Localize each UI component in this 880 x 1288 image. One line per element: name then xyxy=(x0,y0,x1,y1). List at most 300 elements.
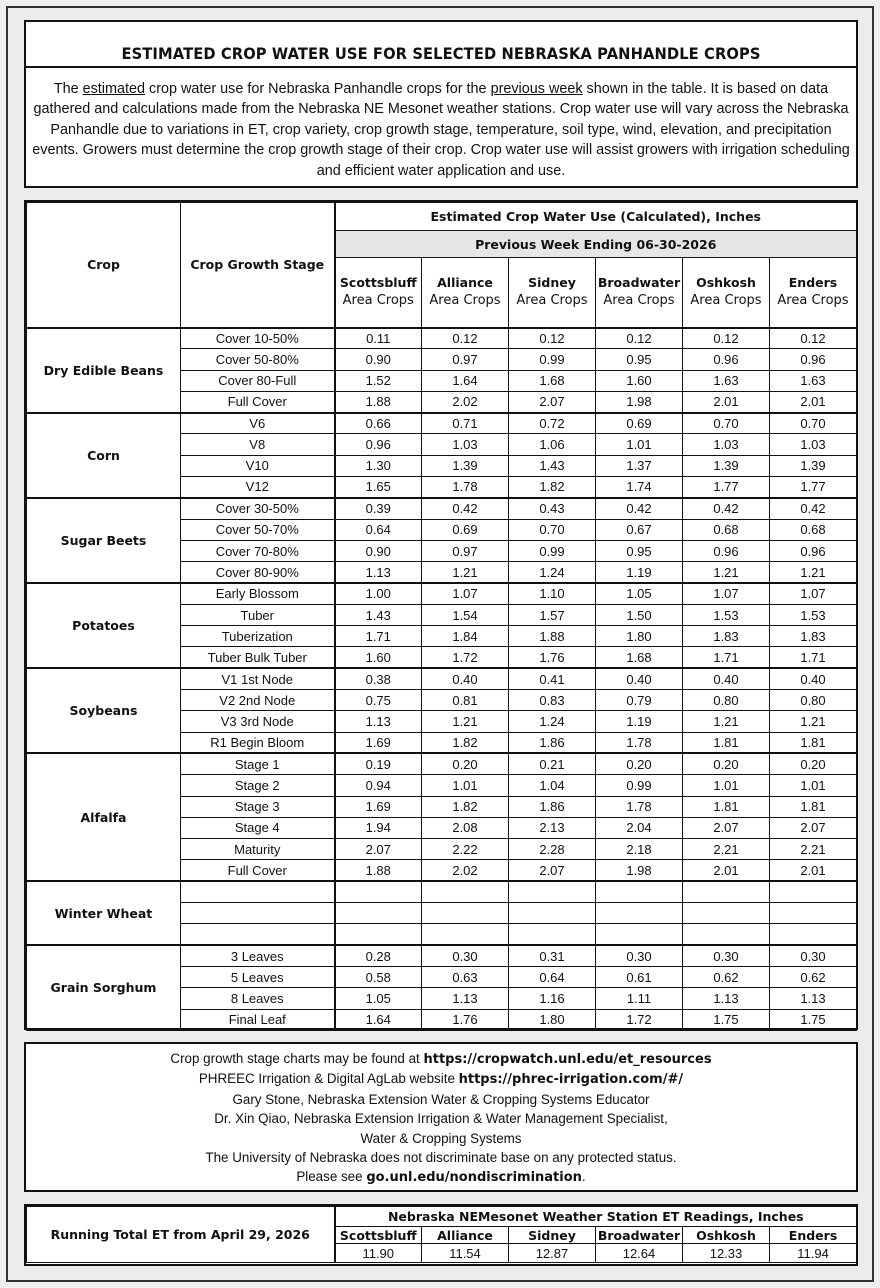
water-use-value: 1.98 xyxy=(596,391,683,412)
water-use-value: 0.39 xyxy=(335,498,422,519)
intro-previous-week: previous week xyxy=(490,81,583,97)
water-use-value: 0.66 xyxy=(335,413,422,434)
water-use-value: 1.84 xyxy=(422,626,509,647)
page-title: ESTIMATED CROP WATER USE FOR SELECTED NEBRASKA PANHANDLE CROPS xyxy=(121,44,761,63)
et-readings-header: Nebraska NEMesonet Weather Station ET Readings, Inches xyxy=(335,1207,857,1227)
water-use-value: 1.88 xyxy=(335,860,422,881)
water-use-value: 0.67 xyxy=(596,519,683,540)
water-use-value: 0.94 xyxy=(335,775,422,796)
area-crops-label: Area Crops xyxy=(690,293,762,309)
water-use-value: 1.81 xyxy=(770,732,857,753)
water-use-value: 1.04 xyxy=(509,775,596,796)
water-use-value: 1.21 xyxy=(770,711,857,732)
water-use-value: 1.80 xyxy=(509,1009,596,1030)
water-use-value: 1.50 xyxy=(596,604,683,625)
growth-stage: V6 xyxy=(181,413,335,434)
water-use-value: 1.03 xyxy=(683,434,770,455)
water-use-value xyxy=(335,924,422,945)
water-use-value xyxy=(422,881,509,902)
water-use-value: 1.53 xyxy=(683,604,770,625)
area-crops-label: Area Crops xyxy=(603,293,675,309)
water-use-value: 1.60 xyxy=(335,647,422,668)
growth-stage: Cover 80-90% xyxy=(181,562,335,583)
water-use-value: 0.97 xyxy=(422,349,509,370)
water-use-value: 1.03 xyxy=(422,434,509,455)
info-line-2-text: PHREEC Irrigation & Digital AgLab website xyxy=(198,1071,459,1087)
water-use-value: 0.71 xyxy=(422,413,509,434)
area-crops-label: Area Crops xyxy=(342,293,414,309)
water-use-value: 1.98 xyxy=(596,860,683,881)
growth-stage: Cover 50-70% xyxy=(181,519,335,540)
water-use-value: 1.74 xyxy=(596,477,683,498)
water-use-value: 0.95 xyxy=(596,349,683,370)
water-use-value: 1.43 xyxy=(509,455,596,476)
growth-stage: Early Blossom xyxy=(181,583,335,604)
water-use-value: 1.21 xyxy=(422,711,509,732)
water-use-value: 0.64 xyxy=(335,519,422,540)
water-use-value: 1.81 xyxy=(683,796,770,817)
location-header-4 xyxy=(683,258,770,328)
info-line-6: The University of Nebraska does not discriminate base on any protected status. xyxy=(205,1150,677,1166)
water-use-value: 0.68 xyxy=(683,519,770,540)
water-use-value: 1.64 xyxy=(422,370,509,391)
water-use-value: 1.71 xyxy=(770,647,857,668)
water-use-value: 2.01 xyxy=(683,860,770,881)
water-use-value: 0.42 xyxy=(770,498,857,519)
water-use-value: 0.90 xyxy=(335,349,422,370)
growth-stage: Tuber xyxy=(181,604,335,625)
growth-stage: 3 Leaves xyxy=(181,945,335,966)
water-use-value: 1.88 xyxy=(335,391,422,412)
water-use-value: 1.06 xyxy=(509,434,596,455)
table-row xyxy=(27,583,857,604)
water-use-value: 1.63 xyxy=(683,370,770,391)
intro-text-3: shown in the table. It is based on data gathered and calculations made from the Nebraska NE Mesonet weather stations. Crop water use will vary across the Nebraska Panhandle due to variations in ET, crop variety, crop growth stage, temperature, soil type, wind, elevation, and precipitation events. Growers must determine the crop growth stage of their crop. Crop water use will assist growers with irrigation scheduling and efficient water application and use. xyxy=(32,81,850,179)
water-use-value: 1.77 xyxy=(770,477,857,498)
water-use-value: 1.19 xyxy=(596,562,683,583)
water-use-value: 1.94 xyxy=(335,817,422,838)
water-use-value: 1.39 xyxy=(683,455,770,476)
total-location-3: Broadwater xyxy=(596,1227,683,1244)
water-use-value xyxy=(770,881,857,902)
crop-water-use-table xyxy=(26,202,857,1031)
water-use-value: 0.30 xyxy=(596,945,683,966)
water-use-value: 0.96 xyxy=(683,349,770,370)
water-use-value: 0.70 xyxy=(509,519,596,540)
water-use-value: 1.07 xyxy=(770,583,857,604)
water-use-value: 1.82 xyxy=(422,732,509,753)
water-use-value: 0.58 xyxy=(335,966,422,987)
water-use-value: 2.07 xyxy=(509,860,596,881)
water-use-value: 0.96 xyxy=(335,434,422,455)
info-line-1 xyxy=(26,1049,856,1069)
water-use-value: 0.30 xyxy=(422,945,509,966)
growth-stage: Full Cover xyxy=(181,391,335,412)
water-use-value: 1.43 xyxy=(335,604,422,625)
stage-header: Crop Growth Stage xyxy=(181,203,335,328)
water-use-value: 1.68 xyxy=(596,647,683,668)
water-use-value: 2.07 xyxy=(683,817,770,838)
growth-stage: 8 Leaves xyxy=(181,988,335,1009)
water-use-value: 1.39 xyxy=(770,455,857,476)
growth-stage: Maturity xyxy=(181,839,335,860)
info-line-4: Dr. Xin Qiao, Nebraska Extension Irrigation & Water Management Specialist, xyxy=(214,1111,668,1127)
water-use-value: 0.38 xyxy=(335,668,422,689)
water-use-value: 1.37 xyxy=(596,455,683,476)
water-use-value xyxy=(509,881,596,902)
growth-stage: Stage 1 xyxy=(181,753,335,774)
water-use-value: 1.11 xyxy=(596,988,683,1009)
water-use-value: 2.21 xyxy=(683,839,770,860)
growth-stage: R1 Begin Bloom xyxy=(181,732,335,753)
water-use-value: 0.28 xyxy=(335,945,422,966)
water-use-value: 0.42 xyxy=(683,498,770,519)
growth-stage: Cover 10-50% xyxy=(181,328,335,349)
running-total-table xyxy=(26,1206,857,1263)
crop-name: Potatoes xyxy=(27,583,181,668)
water-use-value: 0.30 xyxy=(770,945,857,966)
water-use-value: 0.96 xyxy=(770,540,857,561)
growth-stage: V8 xyxy=(181,434,335,455)
water-use-value: 1.71 xyxy=(683,647,770,668)
water-use-value: 0.81 xyxy=(422,690,509,711)
intro-text-1: The xyxy=(53,81,83,97)
water-use-value: 1.64 xyxy=(335,1009,422,1030)
water-use-value: 1.69 xyxy=(335,796,422,817)
info-line-3: Gary Stone, Nebraska Extension Water & Cropping Systems Educator xyxy=(232,1091,650,1107)
main-header: Estimated Crop Water Use (Calculated), Inches xyxy=(335,203,857,231)
water-use-value: 1.76 xyxy=(422,1009,509,1030)
water-use-value: 0.62 xyxy=(683,966,770,987)
water-use-value: 1.57 xyxy=(509,604,596,625)
water-use-value: 2.08 xyxy=(422,817,509,838)
location-name: Scottsbluff xyxy=(339,275,417,291)
growth-stage: V3 3rd Node xyxy=(181,711,335,732)
total-value-0: 11.90 xyxy=(335,1244,422,1263)
water-use-value: 0.42 xyxy=(596,498,683,519)
growth-stage xyxy=(181,903,335,924)
water-use-value: 1.19 xyxy=(596,711,683,732)
growth-stage: Cover 70-80% xyxy=(181,540,335,561)
water-use-value: 1.00 xyxy=(335,583,422,604)
growth-stage: Tuber Bulk Tuber xyxy=(181,647,335,668)
water-use-value xyxy=(683,881,770,902)
water-use-value: 1.54 xyxy=(422,604,509,625)
water-use-value: 0.40 xyxy=(683,668,770,689)
intro-box xyxy=(24,20,858,188)
water-use-value: 2.22 xyxy=(422,839,509,860)
crop-name: Grain Sorghum xyxy=(27,945,181,1030)
water-use-value: 0.42 xyxy=(422,498,509,519)
water-use-value: 0.79 xyxy=(596,690,683,711)
water-use-value: 0.83 xyxy=(509,690,596,711)
water-use-value: 1.75 xyxy=(770,1009,857,1030)
table-row xyxy=(27,498,857,519)
growth-stage: Stage 4 xyxy=(181,817,335,838)
water-use-value: 1.60 xyxy=(596,370,683,391)
water-use-value: 1.21 xyxy=(683,562,770,583)
info-line-5: Water & Cropping Systems xyxy=(360,1130,522,1146)
table-row xyxy=(27,328,857,349)
water-use-value: 0.99 xyxy=(509,349,596,370)
phreec-link[interactable]: https://phrec-irrigation.com/#/ xyxy=(458,1072,684,1088)
info-line-7 xyxy=(26,1167,856,1187)
water-use-value: 0.70 xyxy=(770,413,857,434)
growth-stage: V10 xyxy=(181,455,335,476)
water-use-value: 0.80 xyxy=(683,690,770,711)
water-use-value: 0.69 xyxy=(422,519,509,540)
water-use-value: 1.68 xyxy=(509,370,596,391)
water-use-value: 0.61 xyxy=(596,966,683,987)
total-location-1: Alliance xyxy=(422,1227,509,1244)
water-use-value: 1.16 xyxy=(509,988,596,1009)
water-use-value: 0.43 xyxy=(509,498,596,519)
water-use-value: 1.01 xyxy=(683,775,770,796)
growth-stage: Stage 2 xyxy=(181,775,335,796)
total-value-4: 12.33 xyxy=(683,1244,770,1263)
water-use-value: 1.78 xyxy=(422,477,509,498)
growth-stage: Full Cover xyxy=(181,860,335,881)
water-use-value: 1.78 xyxy=(596,796,683,817)
water-use-value: 1.24 xyxy=(509,562,596,583)
water-use-value: 1.39 xyxy=(422,455,509,476)
water-use-value: 1.13 xyxy=(335,711,422,732)
water-use-value xyxy=(770,924,857,945)
water-use-value: 1.07 xyxy=(683,583,770,604)
water-use-value: 0.19 xyxy=(335,753,422,774)
crop-name: Corn xyxy=(27,413,181,498)
water-use-value: 0.80 xyxy=(770,690,857,711)
info-line-1-text: Crop growth stage charts may be found at xyxy=(170,1051,424,1066)
water-use-value: 1.30 xyxy=(335,455,422,476)
water-use-value: 1.13 xyxy=(422,988,509,1009)
area-crops-label: Area Crops xyxy=(429,293,501,309)
crop-water-use-table-box xyxy=(24,200,858,1030)
water-use-value: 1.72 xyxy=(596,1009,683,1030)
water-use-value: 1.13 xyxy=(683,988,770,1009)
water-use-value: 2.02 xyxy=(422,860,509,881)
water-use-value: 0.12 xyxy=(422,328,509,349)
water-use-value: 0.90 xyxy=(335,540,422,561)
water-use-value: 0.40 xyxy=(770,668,857,689)
water-use-value xyxy=(509,924,596,945)
water-use-value: 0.40 xyxy=(422,668,509,689)
water-use-value xyxy=(335,881,422,902)
water-use-value: 1.75 xyxy=(683,1009,770,1030)
water-use-value: 1.05 xyxy=(335,988,422,1009)
water-use-value: 1.21 xyxy=(770,562,857,583)
water-use-value: 1.71 xyxy=(335,626,422,647)
water-use-value: 0.64 xyxy=(509,966,596,987)
water-use-value: 2.01 xyxy=(770,391,857,412)
water-use-value: 0.99 xyxy=(509,540,596,561)
water-use-value: 0.68 xyxy=(770,519,857,540)
water-use-value: 2.01 xyxy=(770,860,857,881)
water-use-value: 0.75 xyxy=(335,690,422,711)
water-use-value: 2.21 xyxy=(770,839,857,860)
info-line-7-end: . xyxy=(581,1169,586,1185)
water-use-value: 1.86 xyxy=(509,732,596,753)
water-use-value xyxy=(422,924,509,945)
water-use-value: 0.12 xyxy=(509,328,596,349)
water-use-value: 1.05 xyxy=(596,583,683,604)
water-use-value: 0.96 xyxy=(683,540,770,561)
water-use-value: 1.10 xyxy=(509,583,596,604)
water-use-value: 1.86 xyxy=(509,796,596,817)
location-name: Sidney xyxy=(528,275,576,291)
water-use-value: 0.12 xyxy=(770,328,857,349)
water-use-value xyxy=(422,903,509,924)
crop-name: Winter Wheat xyxy=(27,881,181,945)
growth-stage: Cover 30-50% xyxy=(181,498,335,519)
location-name: Alliance xyxy=(437,275,493,291)
water-use-value xyxy=(683,924,770,945)
table-row xyxy=(27,881,857,902)
crop-name: Soybeans xyxy=(27,668,181,753)
water-use-value: 2.02 xyxy=(422,391,509,412)
water-use-value xyxy=(770,903,857,924)
location-header-0 xyxy=(335,258,422,328)
water-use-value: 0.12 xyxy=(596,328,683,349)
water-use-value: 0.11 xyxy=(335,328,422,349)
water-use-value: 1.01 xyxy=(596,434,683,455)
growth-stage: V12 xyxy=(181,477,335,498)
water-use-value: 1.03 xyxy=(770,434,857,455)
water-use-value: 0.72 xyxy=(509,413,596,434)
total-location-4: Oshkosh xyxy=(683,1227,770,1244)
water-use-value: 0.95 xyxy=(596,540,683,561)
water-use-value: 1.01 xyxy=(422,775,509,796)
crop-name: Dry Edible Beans xyxy=(27,328,181,413)
total-location-2: Sidney xyxy=(509,1227,596,1244)
water-use-value: 2.28 xyxy=(509,839,596,860)
water-use-value: 1.80 xyxy=(596,626,683,647)
water-use-value: 1.77 xyxy=(683,477,770,498)
total-location-0: Scottsbluff xyxy=(335,1227,422,1244)
water-use-value: 1.83 xyxy=(683,626,770,647)
title-divider xyxy=(26,66,856,68)
water-use-value: 0.30 xyxy=(683,945,770,966)
table-row xyxy=(27,753,857,774)
growth-stage: Final Leaf xyxy=(181,1009,335,1030)
water-use-value: 1.88 xyxy=(509,626,596,647)
water-use-value: 1.76 xyxy=(509,647,596,668)
water-use-value: 0.20 xyxy=(422,753,509,774)
table-row xyxy=(27,413,857,434)
water-use-value: 1.13 xyxy=(770,988,857,1009)
growth-stage: Cover 50-80% xyxy=(181,349,335,370)
water-use-value: 2.07 xyxy=(509,391,596,412)
location-name: Broadwater xyxy=(597,275,681,291)
intro-text-2: crop water use for Nebraska Panhandle crops for the xyxy=(145,81,491,97)
water-use-value: 0.20 xyxy=(770,753,857,774)
water-use-value: 2.07 xyxy=(770,817,857,838)
water-use-value: 1.83 xyxy=(770,626,857,647)
total-value-1: 11.54 xyxy=(422,1244,509,1263)
water-use-value: 0.21 xyxy=(509,753,596,774)
water-use-value: 1.21 xyxy=(422,562,509,583)
growth-stage: Stage 3 xyxy=(181,796,335,817)
water-use-value: 2.01 xyxy=(683,391,770,412)
total-value-2: 12.87 xyxy=(509,1244,596,1263)
water-use-value: 1.81 xyxy=(683,732,770,753)
water-use-value xyxy=(596,924,683,945)
water-use-value: 0.41 xyxy=(509,668,596,689)
location-header-2 xyxy=(509,258,596,328)
nondiscrimination-link[interactable]: go.unl.edu/nondiscrimination xyxy=(366,1170,582,1186)
table-row xyxy=(27,668,857,689)
water-use-value: 1.82 xyxy=(422,796,509,817)
water-use-value: 0.12 xyxy=(683,328,770,349)
water-use-value xyxy=(596,881,683,902)
water-use-value: 0.69 xyxy=(596,413,683,434)
water-use-value xyxy=(683,903,770,924)
growth-stage: V2 2nd Node xyxy=(181,690,335,711)
water-use-value: 0.20 xyxy=(596,753,683,774)
water-use-value: 1.13 xyxy=(335,562,422,583)
water-use-value: 0.70 xyxy=(683,413,770,434)
intro-paragraph xyxy=(32,79,850,181)
water-use-value: 1.72 xyxy=(422,647,509,668)
water-use-value: 1.63 xyxy=(770,370,857,391)
water-use-value: 1.78 xyxy=(596,732,683,753)
growth-stage: Tuberization xyxy=(181,626,335,647)
location-name: Oshkosh xyxy=(696,275,756,291)
area-crops-label: Area Crops xyxy=(516,293,588,309)
water-use-value: 0.20 xyxy=(683,753,770,774)
intro-estimated: estimated xyxy=(82,81,145,97)
water-use-value: 2.13 xyxy=(509,817,596,838)
crop-name: Sugar Beets xyxy=(27,498,181,583)
running-total-box xyxy=(24,1204,858,1266)
water-use-value xyxy=(596,903,683,924)
water-use-value xyxy=(335,903,422,924)
water-use-value: 1.81 xyxy=(770,796,857,817)
water-use-value: 0.97 xyxy=(422,540,509,561)
water-use-value: 1.07 xyxy=(422,583,509,604)
info-line-2 xyxy=(26,1069,856,1089)
water-use-value: 2.07 xyxy=(335,839,422,860)
location-header-1 xyxy=(422,258,509,328)
total-value-3: 12.64 xyxy=(596,1244,683,1263)
cropwatch-link[interactable]: https://cropwatch.unl.edu/et_resources xyxy=(423,1052,712,1067)
water-use-value: 0.40 xyxy=(596,668,683,689)
water-use-value: 0.63 xyxy=(422,966,509,987)
water-use-value: 2.04 xyxy=(596,817,683,838)
growth-stage: V1 1st Node xyxy=(181,668,335,689)
water-use-value: 0.96 xyxy=(770,349,857,370)
total-value-5: 11.94 xyxy=(770,1244,857,1263)
location-name: Enders xyxy=(788,275,838,291)
water-use-value xyxy=(509,903,596,924)
info-box xyxy=(24,1042,858,1192)
location-header-5 xyxy=(770,258,857,328)
water-use-value: 0.62 xyxy=(770,966,857,987)
area-crops-label: Area Crops xyxy=(777,293,849,309)
running-total-label: Running Total ET from April 29, 2026 xyxy=(27,1207,335,1263)
water-use-value: 2.18 xyxy=(596,839,683,860)
water-use-value: 1.69 xyxy=(335,732,422,753)
water-use-value: 0.99 xyxy=(596,775,683,796)
water-use-value: 1.01 xyxy=(770,775,857,796)
crop-name: Alfalfa xyxy=(27,753,181,881)
water-use-value: 1.21 xyxy=(683,711,770,732)
growth-stage xyxy=(181,881,335,902)
water-use-value: 1.65 xyxy=(335,477,422,498)
location-header-3 xyxy=(596,258,683,328)
growth-stage xyxy=(181,924,335,945)
water-use-value: 0.31 xyxy=(509,945,596,966)
